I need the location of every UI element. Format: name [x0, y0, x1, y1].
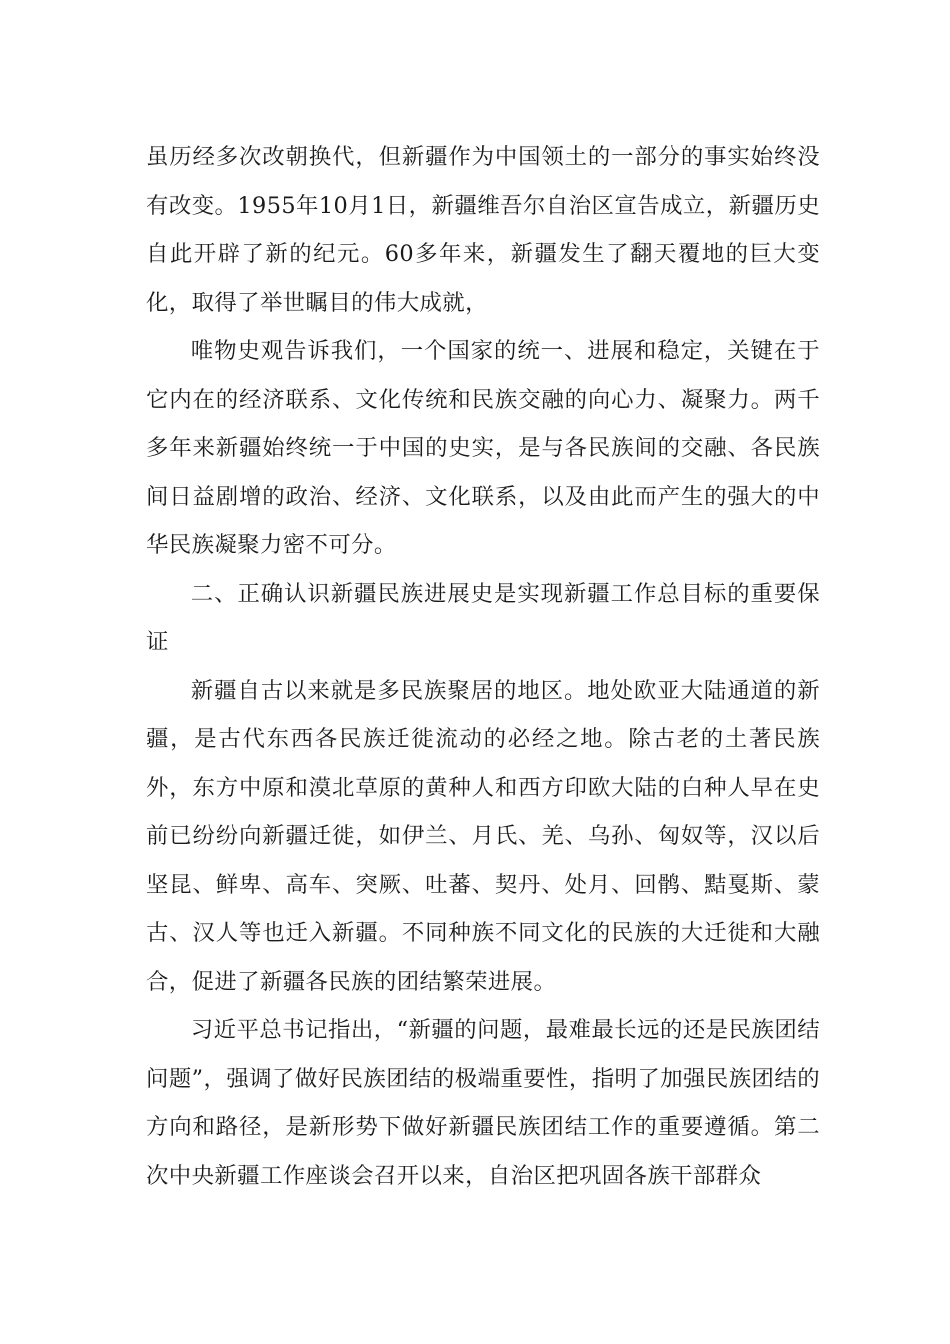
paragraph-2: 唯物史观告诉我们，一个国家的统一、进展和稳定，关键在于它内在的经济联系、文化传统和民族交融的向心力、凝聚力。两千多年来新疆始终统一于中国的史实，是与各民族间的交融、各民族间日益剧增的政治、经济、文化联系，以及由此而产生的强大的中华民族凝聚力密不可分。	[146, 338, 820, 558]
paragraph-3: 新疆自古以来就是多民族聚居的地区。地处欧亚大陆通道的新疆，是古代东西各民族迁徙流动的必经之地。除古老的土著民族外，东方中原和漠北草原的黄种人和西方印欧大陆的白种人早在史前已纷纷向新疆迁徙，如伊兰、月氏、羌、乌孙、匈奴等，汉以后坚昆、鲜卑、高车、突厥、吐蕃、契丹、处月、回鹘、黠戛斯、蒙古、汉人等也迁入新疆。不同种族不同文化的民族的大迁徙和大融合，促进了新疆各民族的团结繁荣进展。	[146, 677, 820, 995]
section-heading: 二、正确认识新疆民族进展史是实现新疆工作总目标的重要保证	[146, 580, 820, 655]
paragraph-4: 习近平总书记指出，“新疆的问题，最难最长远的还是民族团结问题”，强调了做好民族团结的极端重要性，指明了加强民族团结的方向和路径，是新形势下做好新疆民族团结工作的重要遵循。第二次中央新疆工作座谈会召开以来，自治区把巩固各族干部群众	[146, 1017, 820, 1189]
paragraph-1: 虽历经多次改朝换代，但新疆作为中国领土的一部分的事实始终没有改变。1955年10月1日，新疆维吾尔自治区宣告成立，新疆历史自此开辟了新的纪元。60多年来，新疆发生了翻天覆地的巨大变化，取得了举世瞩目的伟大成就，	[146, 144, 820, 316]
